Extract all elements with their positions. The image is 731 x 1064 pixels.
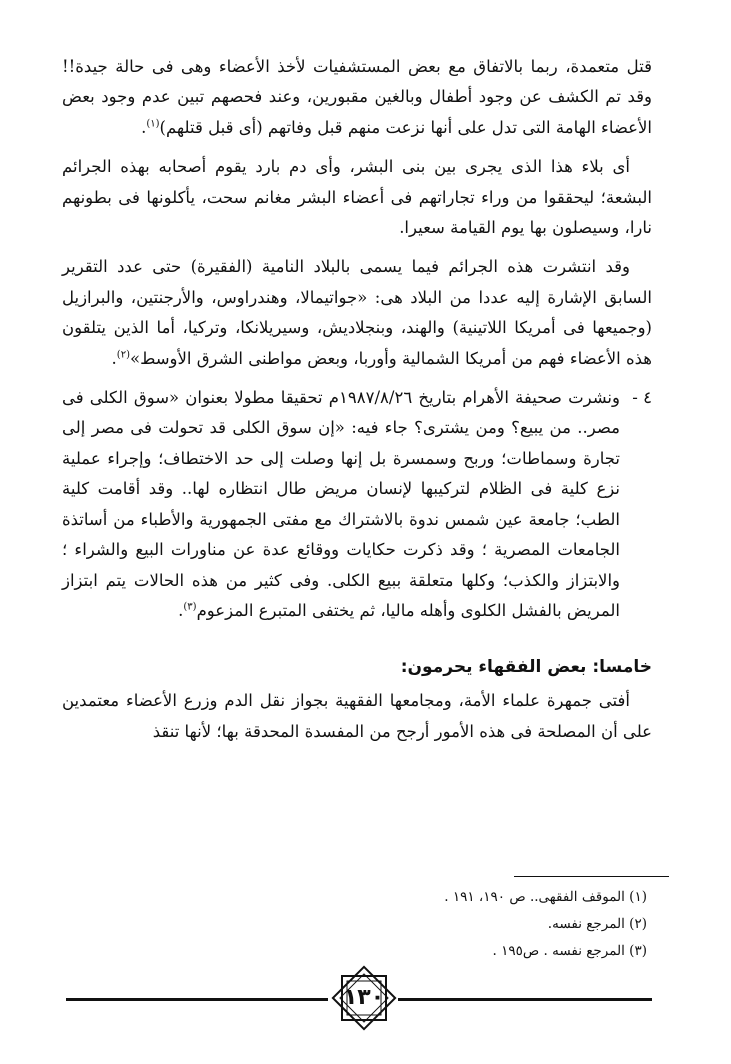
section-heading: خامسا: بعض الفقهاء يحرمون:: [400, 657, 652, 678]
footnote-1: (١) الموقف الفقهى.. ص ١٩٠، ١٩١ .: [444, 889, 647, 905]
footnote-ref-3: (٣): [183, 601, 197, 613]
paragraph-1: قتل متعمدة، ربما بالاتفاق مع بعض المستشفيات لأخذ الأعضاء وهى فى حالة جيدة!! وقد تم الكشف عن وجود أطفال وبالغين مقبورين، وعند فحصهم تبين عدم وجود بعض الأعضاء الهامة التى تدل على أنها نزعت منهم قبل وفاتهم (أى قبل قتلهم)$^{(١)}$.: [62, 57, 652, 137]
list-item-4: [62, 383, 652, 626]
footnote-2: (٢) المرجع نفسه.: [547, 916, 647, 932]
paragraph-2: أى بلاء هذا الذى يجرى بين بنى البشر، وأى دم بارد يقوم أصحابه بهذه الجرائم البشعة؛ ليحققوا من وراء تجاراتهم فى أعضاء البشر مغانم سحت، يأكلونها فى بطونهم نارا، وسيصلون بها يوم القيامة سعيرا.: [62, 157, 652, 238]
footnotes: [87, 884, 647, 965]
footnote-divider: [514, 876, 669, 877]
list-item-text: ونشرت صحيفة الأهرام بتاريخ ١٩٨٧/٨/٢٦م تحقيقا مطولا بعنوان «سوق الكلى فى مصر.. من يبيع؟ ومن يشترى؟ جاء فيه: «إن سوق الكلى قد تحولت فى مصر إلى تجارة وسماطات؛ وربح وسمسرة بل إنها وصلت إلى حد الاختطاف؛ وإجراء عملية نزع كلية فى الظلام لتركيبها لإنسان مريض طال انتظاره لها.. وقد أقامت كلية الطب؛ جامعة عين شمس ندوة بالاشتراك مع مفتى الجمهورية والأطباء من أساتذة الجامعات المصرية ؛ وقد ذكرت حكايات ووقائع عدة عن مناورات البيع والشراء ؛ والابتزاز والكذب؛ وكلها متعلقة ببيع الكلى. وفى كثير من هذه الحالات يتم ابتزاز المريض بالفشل الكلوى وأهله ماليا، ثم يختفى المتبرع المزعوم$^{(٣)}$.: [62, 388, 620, 620]
list-item-number: ٤ -: [632, 388, 652, 408]
footer-rule-right: [398, 998, 652, 1001]
footnote-3: (٣) المرجع نفسه . ص١٩٥ .: [492, 943, 647, 959]
paragraph-3: وقد انتشرت هذه الجرائم فيما يسمى بالبلاد النامية (الفقيرة) حتى عدد التقرير السابق الإشارة إليه عددا من البلاد هى: «جواتيمالا، وهندراوس، والأرجنتين، والبرازيل (وجميعها فى أمريكا اللاتينية) والهند، وبنجلاديش، وسيريلانكا، وتركيا، أما الذين يتلقون هذه الأعضاء فهم من أمريكا الشمالية وأوربا، وبعض مواطنى الشرق الأوسط»$^{(٢)}$.: [62, 257, 652, 368]
footnote-ref-2: (٢): [116, 349, 130, 361]
closing-paragraph: أفتى جمهرة علماء الأمة، ومجامعها الفقهية بجواز نقل الدم وزرع الأعضاء معتمدين على أن المصلحة فى هذه الأمور أرجح من المفسدة المحدقة بها؛ لأنها تنقذ: [62, 691, 652, 741]
page-number-ornament: [326, 960, 402, 1036]
page-body: [62, 52, 652, 756]
page-number: ١٣٠: [343, 985, 385, 1010]
footnote-ref-1: (١): [146, 118, 160, 130]
footer-rule-left: [66, 998, 328, 1001]
